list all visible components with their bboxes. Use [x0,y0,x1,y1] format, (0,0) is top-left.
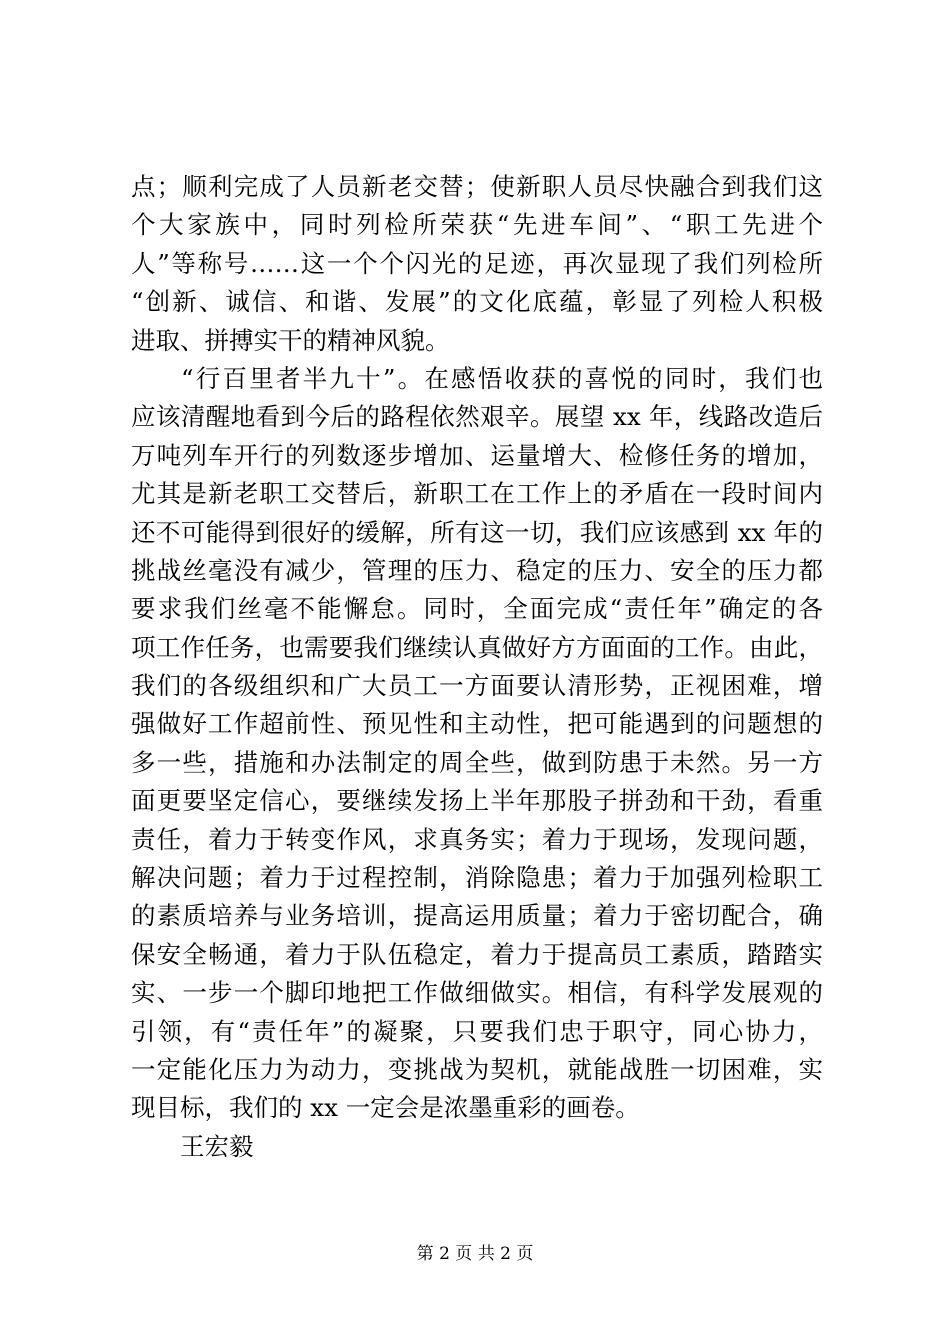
text-line: 尤其是新老职工交替后，新职工在工作上的矛盾在一段时间内 [131,479,823,509]
text-line: 个大家族中，同时列检所荣获“先进车间”、“职工先进个 [131,210,823,240]
text-line: 引领，有“责任年”的凝聚，只要我们忠于职守，同心协力， [131,1016,823,1046]
text-line: 现目标，我们的 xx 一定会是浓墨重彩的画卷。 [131,1093,640,1123]
text-line: 我们的各级组织和广大员工一方面要认清形势，正视困难，增 [131,671,823,701]
paragraph-2 [131,360,823,1128]
text-line: 应该清醒地看到今后的路程依然艰辛。展望 xx 年，线路改造后 [131,402,823,432]
text-line: 还不可能得到很好的缓解，所有这一切，我们应该感到 xx 年的 [131,517,823,547]
text-line: 解决问题；着力于过程控制，消除隐患；着力于加强列检职工 [131,863,823,893]
text-line: 强做好工作超前性、预见性和主动性，把可能遇到的问题想的 [131,709,823,739]
document-body [131,168,823,1166]
text-line: 实、一步一个脚印地把工作做细做实。相信，有科学发展观的 [131,978,823,1008]
text-line: 挑战丝毫没有减少，管理的压力、稳定的压力、安全的压力都 [131,555,823,585]
author-signature: 王宏毅 [180,1131,254,1161]
text-line: 面更要坚定信心，要继续发扬上半年那股子拼劲和干劲，看重 [131,786,823,816]
text-line: 多一些，措施和办法制定的周全些，做到防患于未然。另一方 [131,747,823,777]
text-line: “行百里者半九十”。在感悟收获的喜悦的同时，我们也 [181,363,823,393]
page-footer [0,1242,950,1266]
text-line: “创新、诚信、和谐、发展”的文化底蕴，彰显了列检人积极 [131,287,823,317]
text-line: 点；顺利完成了人员新老交替；使新职人员尽快融合到我们这 [131,172,823,201]
text-line: 保安全畅通，着力于队伍稳定，着力于提高员工素质，踏踏实 [131,939,823,969]
text-line: 人”等称号……这一个个闪光的足迹，再次显现了我们列检所 [131,248,823,278]
text-line: 的素质培养与业务培训，提高运用质量；着力于密切配合，确 [131,901,823,931]
text-line: 万吨列车开行的列数逐步增加、运量增大、检修任务的增加， [131,440,823,470]
paragraph-1 [131,168,823,360]
text-line: 进取、拼搏实干的精神风貌。 [131,325,450,355]
page-number: 第 2 页 共 2 页 [416,1244,534,1264]
text-line: 项工作任务，也需要我们继续认真做好方方面面的工作。由此， [131,632,823,662]
text-line: 责任，着力于转变作风，求真务实；着力于现场，发现问题， [131,824,823,854]
text-line: 一定能化压力为动力，变挑战为契机，就能战胜一切困难，实 [131,1054,823,1084]
text-line: 要求我们丝毫不能懈怠。同时，全面完成“责任年”确定的各 [131,594,823,624]
